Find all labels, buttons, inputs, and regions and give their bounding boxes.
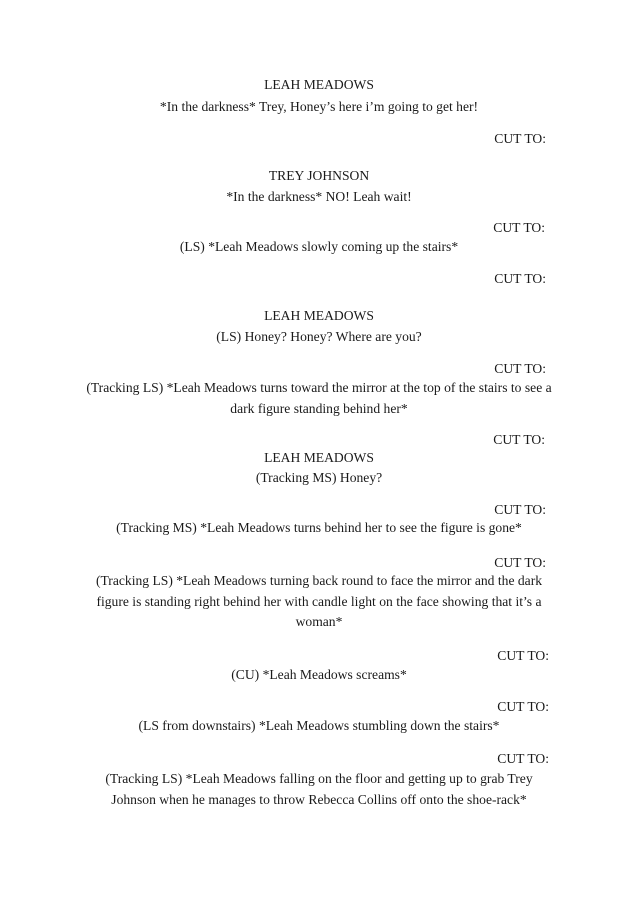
dialogue-line: (LS) Honey? Honey? Where are you? [216, 329, 422, 344]
transition-cut-to: CUT TO: [494, 502, 546, 517]
transition-cut-to: CUT TO: [494, 271, 546, 286]
action-line: woman* [295, 614, 343, 629]
transition-cut-to: CUT TO: [497, 648, 549, 663]
transition-cut-to: CUT TO: [493, 220, 545, 235]
action-line: (CU) *Leah Meadows screams* [231, 667, 407, 682]
action-line: (Tracking LS) *Leah Meadows turns toward the mirror at the top of the stairs to see a [86, 380, 552, 395]
character-name: LEAH MEADOWS [264, 308, 374, 323]
transition-cut-to: CUT TO: [494, 131, 546, 146]
transition-cut-to: CUT TO: [497, 699, 549, 714]
action-line: (LS from downstairs) *Leah Meadows stumbling down the stairs* [138, 718, 500, 733]
character-name: LEAH MEADOWS [264, 450, 374, 465]
action-line: dark figure standing behind her* [230, 401, 408, 416]
character-name: TREY JOHNSON [268, 168, 370, 183]
transition-cut-to: CUT TO: [494, 555, 546, 570]
dialogue-line: *In the darkness* Trey, Honey’s here i’m going to get her! [159, 99, 479, 114]
character-name: LEAH MEADOWS [264, 77, 374, 92]
action-line: (LS) *Leah Meadows slowly coming up the stairs* [179, 239, 459, 254]
action-line: Johnson when he manages to throw Rebecca Collins off onto the shoe-rack* [111, 792, 527, 807]
transition-cut-to: CUT TO: [494, 361, 546, 376]
transition-cut-to: CUT TO: [497, 751, 549, 766]
action-line: (Tracking LS) *Leah Meadows turning back round to face the mirror and the dark [95, 573, 543, 588]
dialogue-line: (Tracking MS) Honey? [255, 470, 383, 485]
action-line: figure is standing right behind her with candle light on the face showing that it’s a [96, 594, 542, 609]
transition-cut-to: CUT TO: [493, 432, 545, 447]
dialogue-line: *In the darkness* NO! Leah wait! [226, 189, 412, 204]
action-line: (Tracking LS) *Leah Meadows falling on the floor and getting up to grab Trey [105, 771, 533, 786]
action-line: (Tracking MS) *Leah Meadows turns behind her to see the figure is gone* [116, 520, 522, 535]
